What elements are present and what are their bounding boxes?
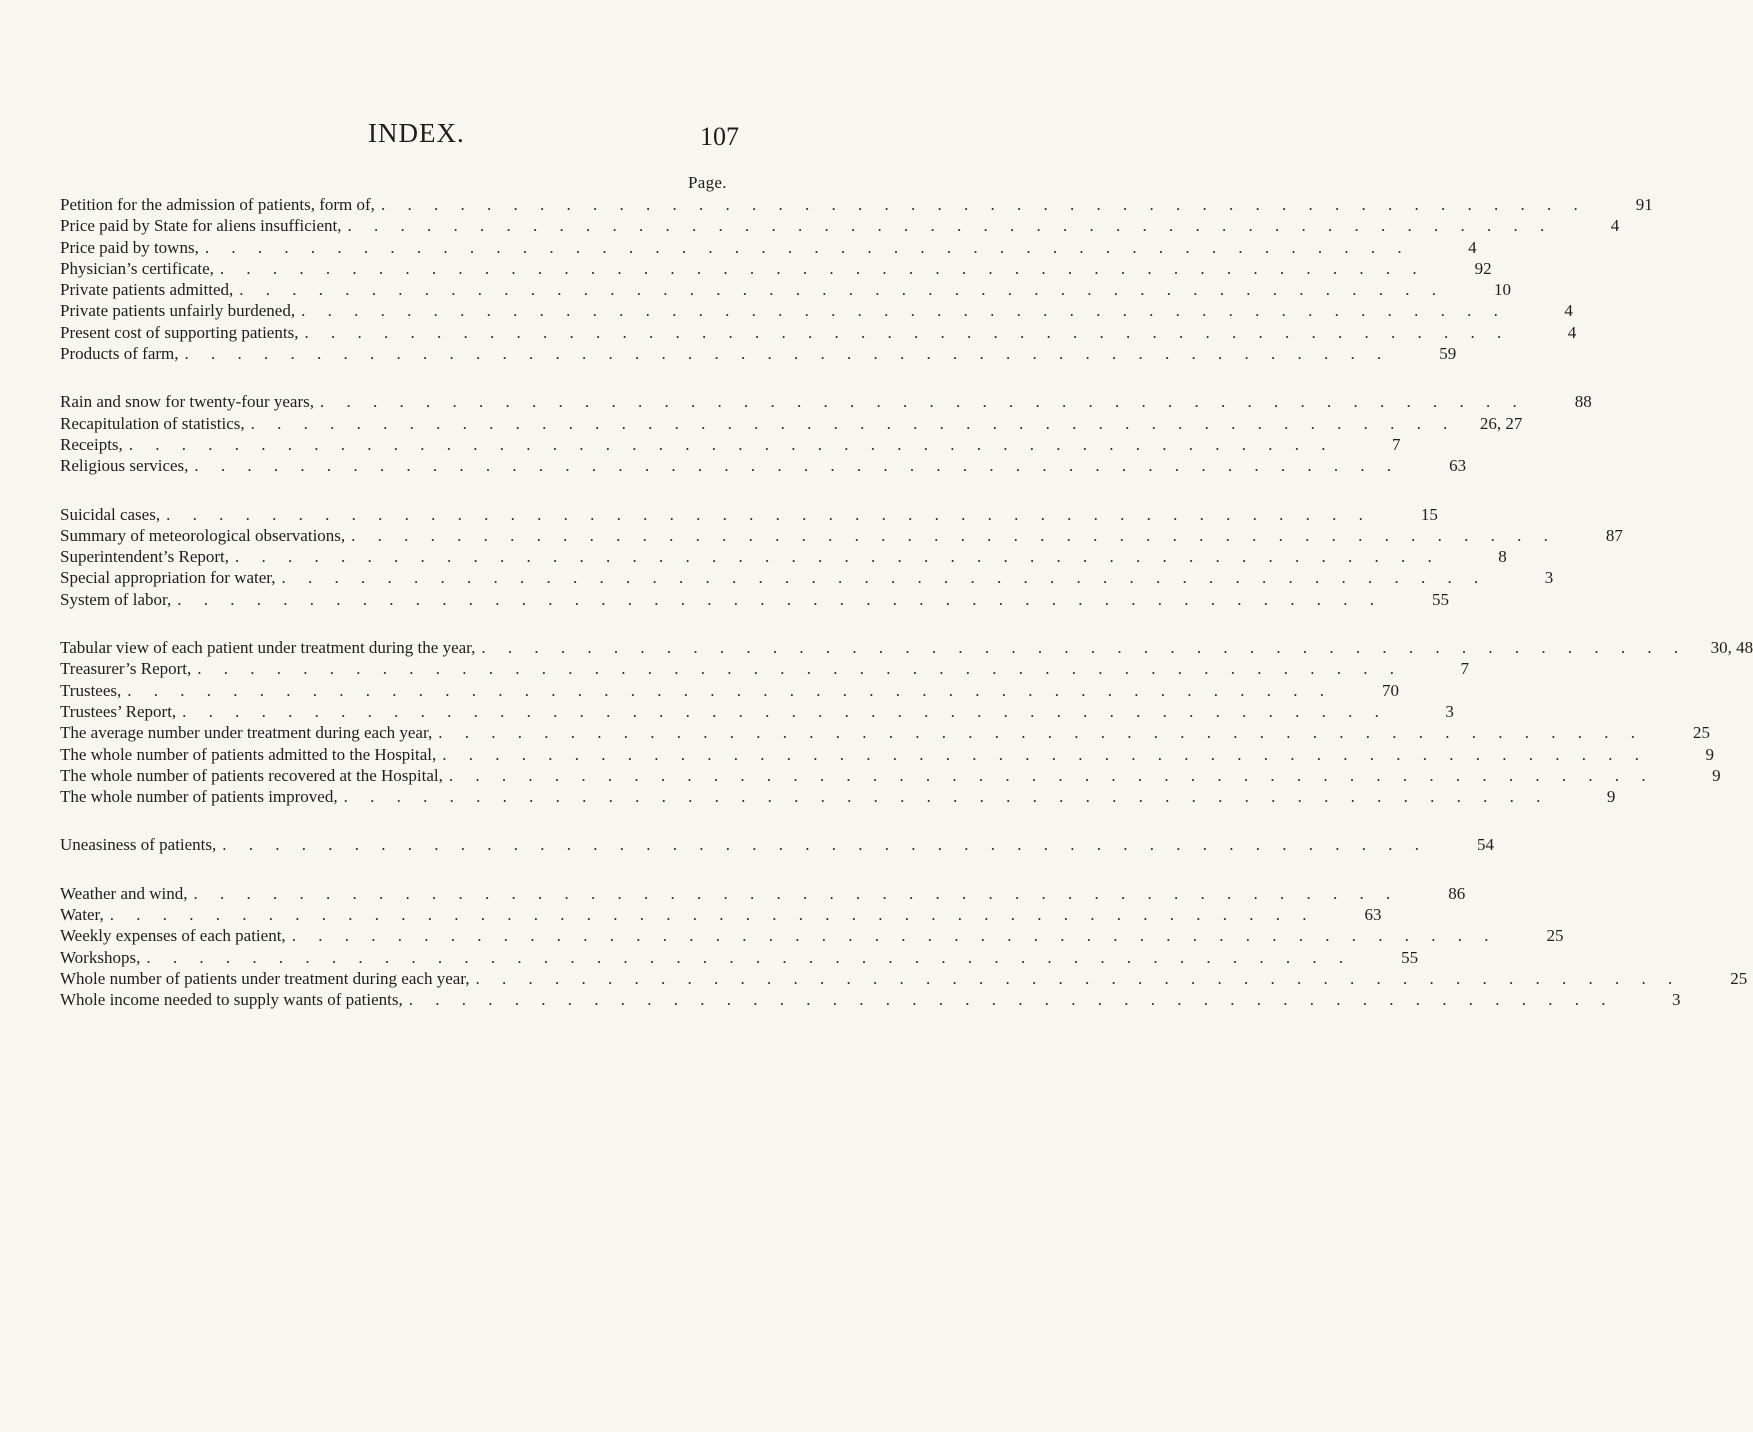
index-entry [60, 722, 1710, 743]
index-entry [60, 237, 1477, 258]
index-entry [60, 258, 1492, 279]
entry-text: Physician’s certificate, [60, 258, 214, 278]
index-entry [60, 455, 1467, 476]
entry-text: Special appropriation for water, [60, 568, 276, 588]
entry-page: 70 [1382, 680, 1399, 700]
entry-page: 30, 48 [1710, 638, 1753, 658]
dot-leader: . . . . . . . . . . . . . . . . . . . . . . . . . . . . . . . . . . . . . . . . . . . . . . [481, 638, 1688, 658]
dot-leader: . . . . . . . . . . . . . . . . . . . . . . . . . . . . . . . . . . . . . . . . . . . . . . [182, 701, 1388, 721]
index-entry [60, 343, 1457, 364]
entry-text: Trustees’ Report, [60, 701, 177, 721]
entry-text: The whole number of patients recovered at the Hospital, [60, 765, 443, 785]
index-entry [60, 504, 1438, 525]
entry-text: Workshops, [60, 947, 141, 967]
entry-page: 87 [1605, 525, 1623, 545]
index-entry [60, 637, 1753, 658]
entry-text: Weather and wind, [60, 883, 188, 903]
entry-page: 3 [1672, 990, 1681, 1010]
dot-leader: . . . . . . . . . . . . . . . . . . . . . . . . . . . . . . . . . . . . . . . . . . . . . . [235, 547, 1441, 567]
entry-page: 8 [1498, 547, 1507, 567]
index-group [60, 637, 1753, 807]
index-entry [60, 658, 1470, 679]
dot-leader: . . . . . . . . . . . . . . . . . . . . . . . . . . . . . . . . . . . . . . . . . . . . . . [351, 525, 1557, 545]
entry-page: 3 [1544, 568, 1554, 588]
dot-leader: . . . . . . . . . . . . . . . . . . . . . . . . . . . . . . . . . . . . . . . . . . . . . . [442, 744, 1649, 764]
entry-text: Products of farm, [60, 344, 179, 364]
entry-page: 55 [1431, 589, 1449, 609]
dot-leader: . . . . . . . . . . . . . . . . . . . . . . . . . . . . . . . . . . . . . . . . . . . . . . [343, 787, 1550, 807]
page-title: INDEX. [368, 118, 465, 148]
entry-page: 7 [1392, 434, 1401, 454]
index-entry [60, 786, 1616, 807]
index-entry [60, 567, 1554, 588]
entry-page: 25 [1692, 723, 1710, 743]
dot-leader: . . . . . . . . . . . . . . . . . . . . . . . . . . . . . . . . . . . . . . . . . . . . . . [177, 589, 1383, 609]
entry-text: Present cost of supporting patients, [60, 322, 299, 342]
index-entry [60, 434, 1401, 455]
dot-leader: . . . . . . . . . . . . . . . . . . . . . . . . . . . . . . . . . . . . . . . . . . . . . . [127, 680, 1333, 700]
index-entry [60, 546, 1507, 567]
entry-page: 63 [1364, 905, 1382, 925]
page-header [0, 118, 800, 158]
entry-page: 9 [1705, 744, 1715, 764]
entry-page: 59 [1439, 344, 1457, 364]
dot-leader: . . . . . . . . . . . . . . . . . . . . . . . . . . . . . . . . . . . . . . . . . . . . . . [194, 456, 1401, 476]
entry-page: 25 [1730, 968, 1748, 988]
index-entry [60, 947, 1419, 968]
entry-page: 25 [1546, 926, 1564, 946]
entry-text: Weekly expenses of each patient, [60, 926, 286, 946]
entry-page: 4 [1468, 237, 1477, 257]
entry-page: 4 [1564, 301, 1573, 321]
index-entry [60, 215, 1620, 236]
entry-page: 55 [1401, 947, 1419, 967]
dot-leader: . . . . . . . . . . . . . . . . . . . . . . . . . . . . . . . . . . . . . . . . . . . . . . [301, 301, 1507, 321]
entry-text: Uneasiness of patients, [60, 835, 217, 855]
entry-text: Treasurer’s Report, [60, 659, 192, 679]
entry-page: 15 [1420, 504, 1438, 524]
entry-text: Whole number of patients under treatment during each year, [60, 968, 470, 988]
dot-leader: . . . . . . . . . . . . . . . . . . . . . . . . . . . . . . . . . . . . . . . . . . . . . . [219, 258, 1426, 278]
entry-page: 63 [1449, 456, 1467, 476]
index-entry [60, 968, 1748, 989]
entry-text: Private patients unfairly burdened, [60, 301, 296, 321]
index-entry [60, 883, 1466, 904]
dot-leader: . . . . . . . . . . . . . . . . . . . . . . . . . . . . . . . . . . . . . . . . . . . . . . [128, 434, 1335, 454]
dot-leader: . . . . . . . . . . . . . . . . . . . . . . . . . . . . . . . . . . . . . . . . . . . . . . [408, 990, 1615, 1010]
index-entry [60, 413, 1523, 434]
index-group [60, 883, 1748, 1011]
entry-text: Petition for the admission of patients, form of, [60, 195, 375, 214]
dot-leader: . . . . . . . . . . . . . . . . . . . . . . . . . . . . . . . . . . . . . . . . . . . . . . [204, 237, 1411, 257]
entry-text: System of labor, [60, 589, 172, 609]
index-entry [60, 925, 1564, 946]
dot-leader: . . . . . . . . . . . . . . . . . . . . . . . . . . . . . . . . . . . . . . . . . . . . . . [475, 968, 1682, 988]
index-entry [60, 525, 1623, 546]
index-entry [60, 300, 1573, 321]
entry-text: Superintendent’s Report, [60, 547, 230, 567]
dot-leader: . . . . . . . . . . . . . . . . . . . . . . . . . . . . . . . . . . . . . . . . . . . . . . [193, 883, 1400, 903]
index-entry [60, 194, 1653, 215]
index-entry [60, 680, 1399, 701]
entry-page: 91 [1635, 195, 1653, 214]
entry-text: Recapitulation of statistics, [60, 413, 245, 433]
dot-leader: . . . . . . . . . . . . . . . . . . . . . . . . . . . . . . . . . . . . . . . . . . . . . . [146, 947, 1353, 967]
index-group [60, 391, 1592, 476]
index-entry [60, 322, 1577, 343]
dot-leader: . . . . . . . . . . . . . . . . . . . . . . . . . . . . . . . . . . . . . . . . . . . . . . [250, 413, 1457, 433]
index-entry [60, 391, 1592, 412]
dot-leader: . . . . . . . . . . . . . . . . . . . . . . . . . . . . . . . . . . . . . . . . . . . . . . [438, 723, 1644, 743]
entry-text: Private patients admitted, [60, 280, 234, 300]
index-entry [60, 744, 1715, 765]
entry-text: Summary of meteorological observations, [60, 525, 346, 545]
entry-text: Tabular view of each patient under treatment during the year, [60, 638, 476, 658]
dot-leader: . . . . . . . . . . . . . . . . . . . . . . . . . . . . . . . . . . . . . . . . . . . . . . [347, 216, 1554, 236]
dot-leader: . . . . . . . . . . . . . . . . . . . . . . . . . . . . . . . . . . . . . . . . . . . . . . [281, 568, 1488, 588]
entry-text: Price paid by State for aliens insufficient, [60, 216, 342, 236]
entry-text: Religious services, [60, 456, 189, 476]
index-group [60, 834, 1495, 855]
entry-page: 9 [1712, 765, 1721, 785]
entry-page: 9 [1606, 787, 1616, 807]
dot-leader: . . . . . . . . . . . . . . . . . . . . . . . . . . . . . . . . . . . . . . . . . . . . . . [320, 392, 1526, 412]
page-number: 107 [700, 122, 739, 151]
index-entry [60, 904, 1382, 925]
dot-leader: . . . . . . . . . . . . . . . . . . . . . . . . . . . . . . . . . . . . . . . . . . . . . . [222, 835, 1429, 855]
entry-text: The whole number of patients improved, [60, 787, 338, 807]
entry-page: 3 [1445, 701, 1454, 721]
entry-text: Suicidal cases, [60, 504, 161, 524]
dot-leader: . . . . . . . . . . . . . . . . . . . . . . . . . . . . . . . . . . . . . . . . . . . . . . [291, 926, 1498, 946]
dot-leader: . . . . . . . . . . . . . . . . . . . . . . . . . . . . . . . . . . . . . . . . . . . . . . [239, 280, 1446, 300]
entry-page: 10 [1494, 280, 1512, 300]
dot-leader: . . . . . . . . . . . . . . . . . . . . . . . . . . . . . . . . . . . . . . . . . . . . . . [184, 344, 1391, 364]
dot-leader: . . . . . . . . . . . . . . . . . . . . . . . . . . . . . . . . . . . . . . . . . . . . . . [197, 659, 1404, 679]
dot-leader: . . . . . . . . . . . . . . . . . . . . . . . . . . . . . . . . . . . . . . . . . . . . . . [448, 765, 1655, 785]
entry-page: 4 [1610, 216, 1620, 236]
index-group [60, 504, 1623, 610]
entry-page: 26, 27 [1479, 413, 1523, 433]
index-entry [60, 989, 1681, 1010]
entry-text: Rain and snow for twenty-four years, [60, 392, 314, 412]
entry-page: 4 [1567, 322, 1577, 342]
entry-text: The whole number of patients admitted to the Hospital, [60, 744, 437, 764]
entry-page: 54 [1477, 835, 1495, 855]
entry-page: 88 [1574, 392, 1592, 412]
dot-leader: . . . . . . . . . . . . . . . . . . . . . . . . . . . . . . . . . . . . . . . . . . . . . . [109, 905, 1316, 925]
index-entry [60, 765, 1721, 786]
entry-page: 7 [1460, 659, 1470, 679]
entry-page: 86 [1448, 883, 1466, 903]
index-group [60, 194, 1653, 364]
dot-leader: . . . . . . . . . . . . . . . . . . . . . . . . . . . . . . . . . . . . . . . . . . . . . . [166, 504, 1372, 524]
entry-text: Trustees, [60, 680, 122, 700]
index-entry [60, 279, 1512, 300]
dot-leader: . . . . . . . . . . . . . . . . . . . . . . . . . . . . . . . . . . . . . . . . . . . . . . [304, 322, 1511, 342]
entry-text: Receipts, [60, 434, 123, 454]
index-entry [60, 589, 1449, 610]
entry-text: Whole income needed to supply wants of patients, [60, 990, 403, 1010]
index-entry [60, 701, 1454, 722]
dot-leader: . . . . . . . . . . . . . . . . . . . . . . . . . . . . . . . . . . . . . . . . . . . . . . [380, 195, 1587, 214]
entry-text: Price paid by towns, [60, 237, 199, 257]
entry-text: The average number under treatment during each year, [60, 723, 433, 743]
index-entry [60, 834, 1495, 855]
index-entries [60, 194, 1753, 1038]
page-column-label: Page. [688, 173, 727, 192]
entry-page: 92 [1474, 258, 1492, 278]
entry-text: Water, [60, 905, 104, 925]
